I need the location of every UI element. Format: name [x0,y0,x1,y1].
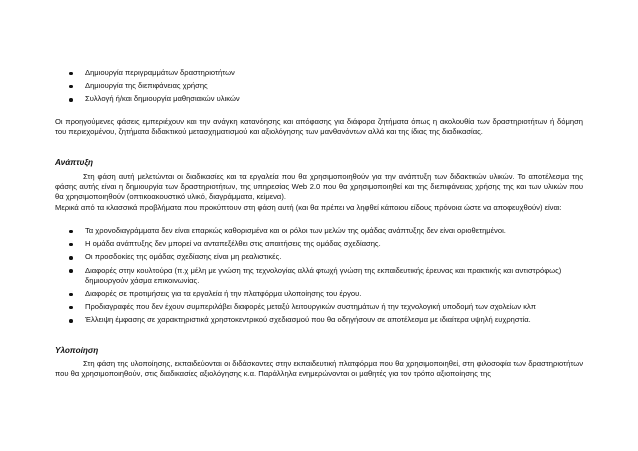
bullet-icon [69,319,73,323]
bullet-icon [69,230,73,234]
list-item: Έλλειψη έμφασης σε χαρακτηριστικά χρηστοκεντρικού σχεδιασμού που θα οδηγήσουν σε αποτέλεσμα με ιδιαίτερα υψηλή ευχρηστία. [55,315,583,325]
development-heading: Ανάπτυξη [55,158,94,167]
implementation-section [55,346,583,356]
bullet-icon [69,293,73,297]
bullet-icon [69,256,73,260]
list-item: Η ομάδα ανάπτυξης δεν μπορεί να ανταπεξέλθει στις απαιτήσεις της ομάδας σχεδίασης. [55,239,583,249]
list-item: Δημιουργία της διεπιφάνειας χρήσης [55,81,583,91]
problems-list-block [55,226,583,329]
development-paragraph-1: Στη φάση αυτή μελετώνται οι διαδικασίες και τα εργαλεία που θα χρησιμοποιηθούν για την ανάπτυξη των διδακτικών υλικών. Το αποτέλεσμα της φάσης αυτής είναι η δημιουργία των δραστηριοτήτων, της υπηρεσίας Web 2.0 που θα χρησιμοποιηθεί και της διεπιφάνειας χρήσης της και των υλικών που θα χρησιμοποιηθούν (οπτικοακουστικό υλικό, διαγράμματα, κείμενα). [55,172,583,202]
bullet-icon [69,243,73,247]
list-item: Οι προσδοκίες της ομάδας σχεδίασης είναι μη ρεαλιστικές. [55,252,583,262]
list-item: Συλλογή ή/και δημιουργία μαθησιακών υλικών [55,94,583,104]
development-body [55,172,583,213]
implementation-paragraph: Στη φάση της υλοποίησης, εκπαιδεύονται οι διδάσκοντες στην εκπαιδευτική πλατφόρμα που θα χρησιμοποιηθεί, στη φιλοσοφία των δραστηριοτήτων που θα χρησιμοποιηθούν, στις διαδικασίες αξιολόγησης κ.α. Παράλληλα ενημερώνονται οι μαθητές για τον τρόπο αξιοποίησης της [55,359,583,379]
design-steps-list [55,68,583,105]
implementation-heading: Υλοποίηση [55,346,99,355]
development-section [55,158,583,168]
list-item: Διαφορές σε προτιμήσεις για τα εργαλεία ή την πλατφόρμα υλοποίησης του έργου. [55,289,583,299]
implementation-body [55,359,583,379]
bullet-icon [69,72,73,76]
bullet-icon [69,269,73,273]
list-item: Τα χρονοδιαγράμματα δεν είναι επαρκώς καθορισμένα και οι ρόλοι των μελών της ομάδας ανάπτυξης δεν είναι οριοθετημένοι. [55,226,583,236]
list-item: Προδιαγραφές που δεν έχουν συμπεριλάβει διαφορές μεταξύ λειτουργικών συστημάτων ή την τεχνολογική υποδομή των σχολείων κλπ [55,302,583,312]
bullet-icon [69,85,73,89]
list-item: Δημιουργία περιγραμμάτων δραστηριοτήτων [55,68,583,78]
intro-paragraph: Οι προηγούμενες φάσεις εμπεριέχουν και την ανάγκη κατανόησης και απόφασης για διάφορα ζητήματα όπως η ακολουθία των δραστηριοτήτων ή δόμηση του περιεχομένου, ζητήματα διδακτικού μετασχηματισμού και αξιολόγησης των μανθανόντων αλλά και της ίδιας της διαδικασίας. [55,117,583,137]
problems-list [55,226,583,326]
bullet-icon [69,306,73,310]
intro-block [55,117,583,137]
list-item: Διαφορές στην κουλτούρα (π.χ μέλη με γνώση της τεχνολογίας αλλά φτωχή γνώση της εκπαιδευτικής έρευνας και πρακτικής και αντιστρόφως) δημιουργούν χάσμα επικοινωνίας. [55,266,583,286]
bullet-icon [69,98,73,102]
development-paragraph-2: Μερικά από τα κλασσικά προβλήματα που προκύπτουν στη φάση αυτή (και θα πρέπει να ληφθεί κάποιου είδους πρόνοια ώστε να αποφευχθούν) είναι: [55,202,562,212]
design-steps-list-block [55,68,583,108]
